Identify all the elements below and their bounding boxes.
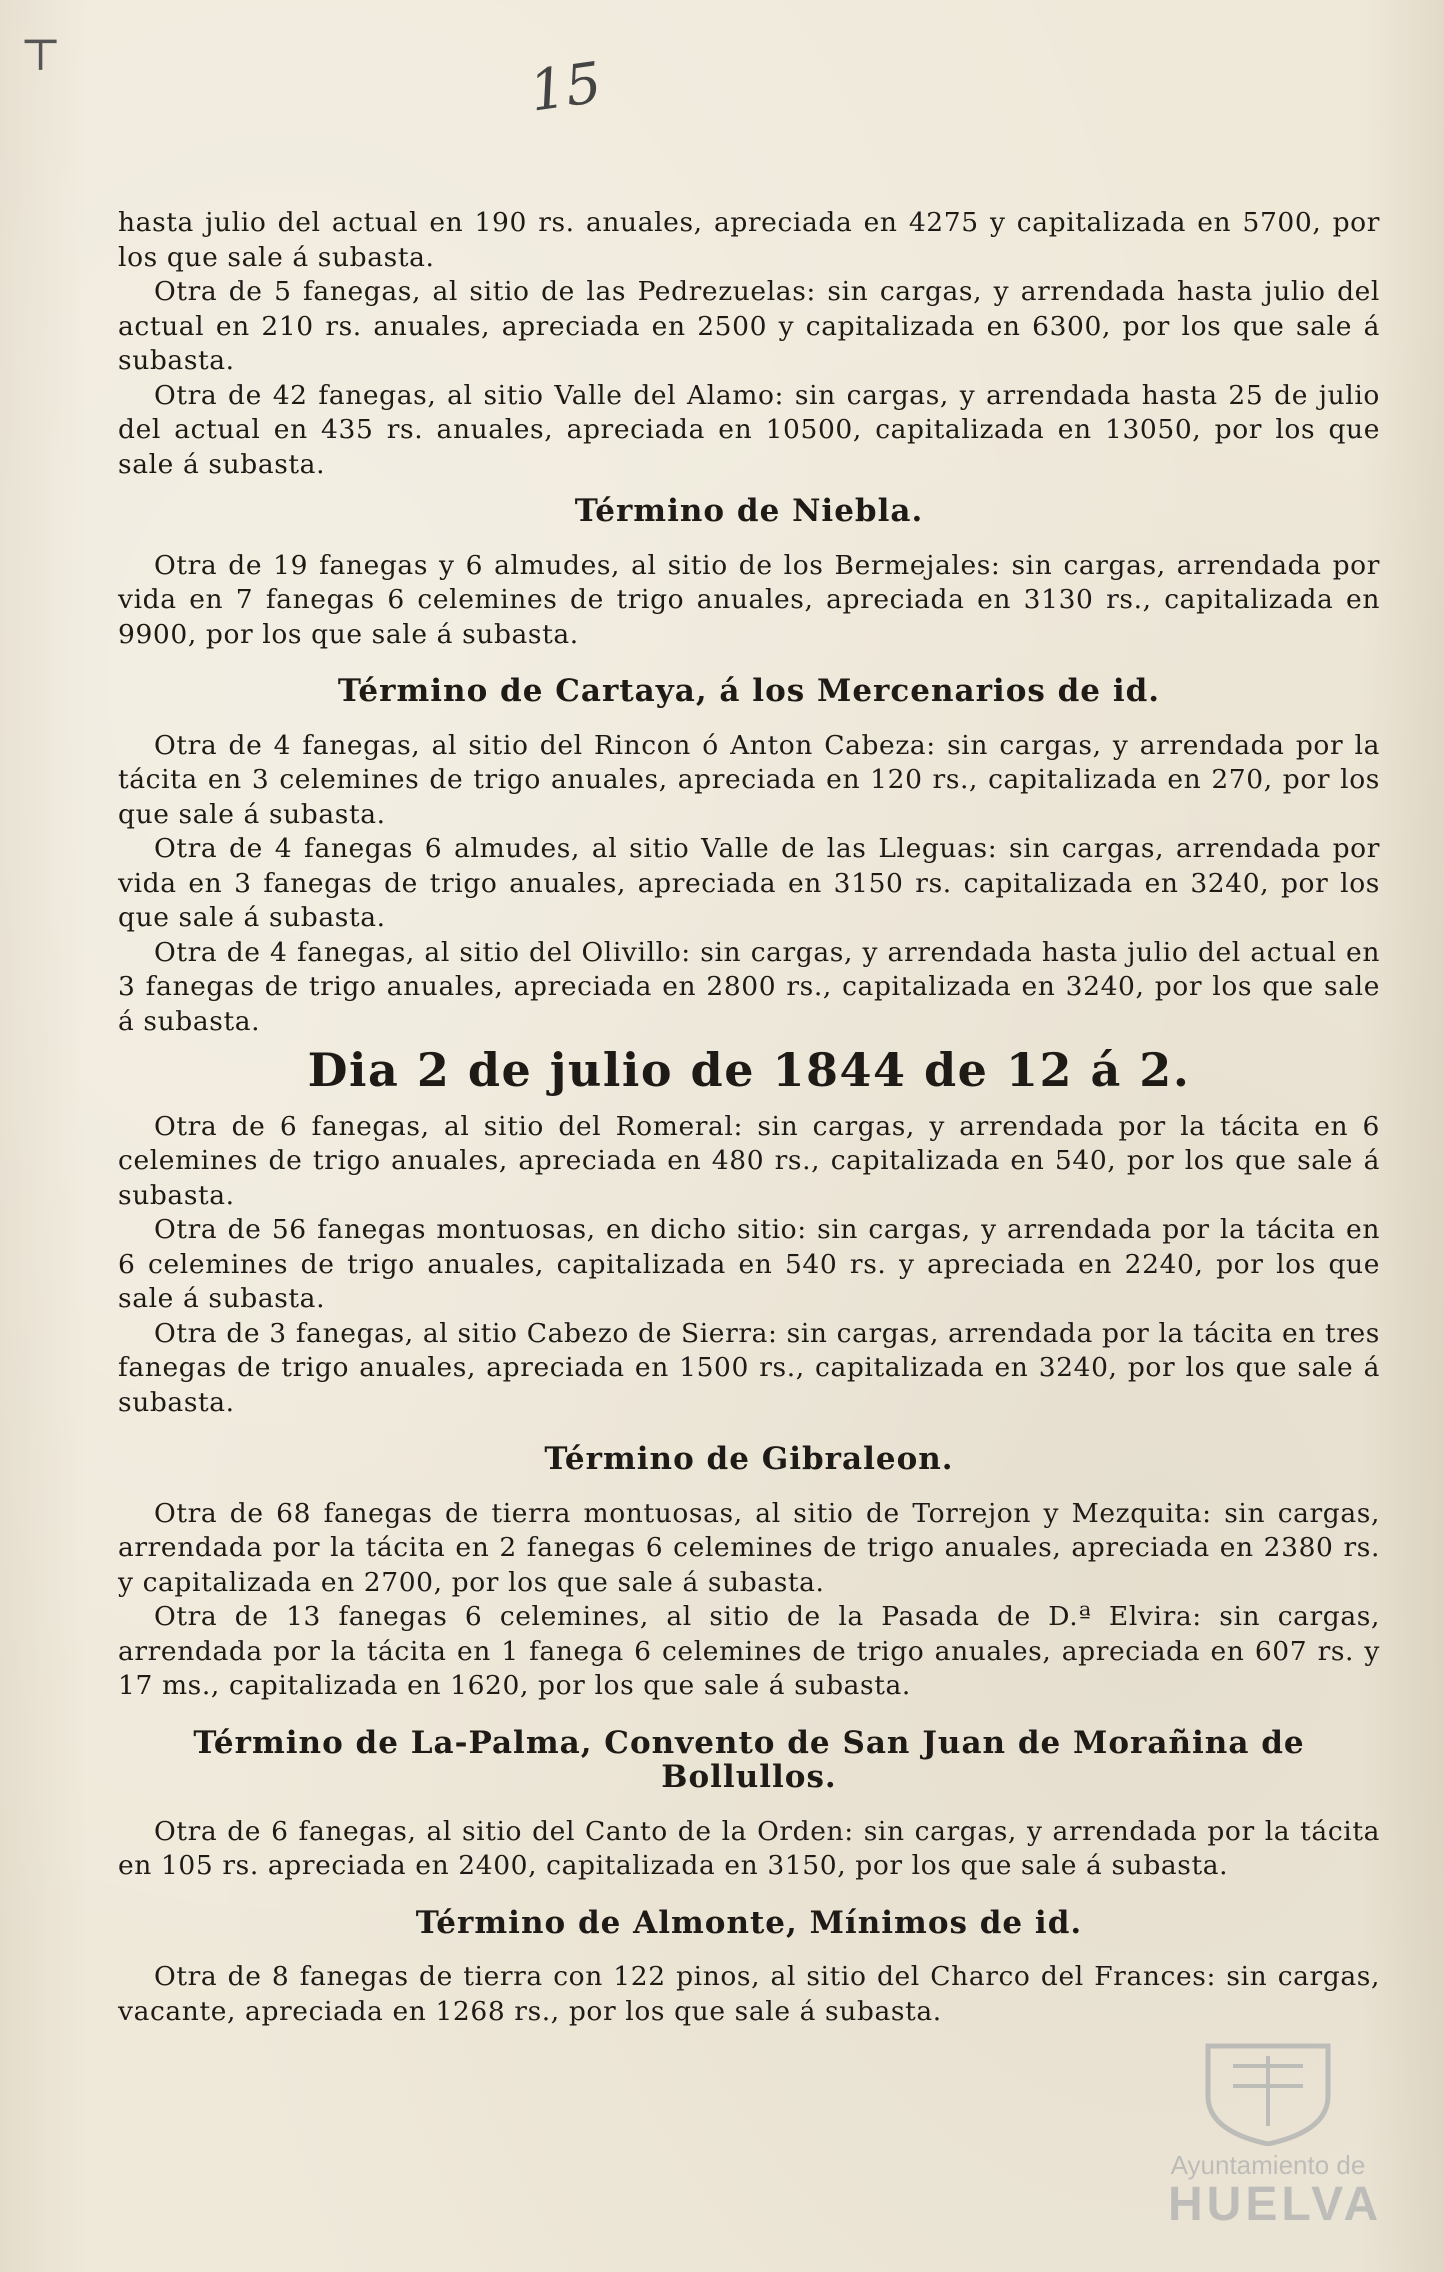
paragraph: Otra de 8 fanegas de tierra con 122 pinos, al sitio del Charco del Frances: sin cargas, vacante, apreciada en 1268 rs., por los que sale á subasta. bbox=[118, 1961, 1380, 2027]
paragraph: Otra de 4 fanegas 6 almudes, al sitio Valle de las Lleguas: sin cargas, arrendada por vida en 3 fanegas de trigo anuales, apreciada en 3150 rs. capitalizada en 3240, por los que sale á subasta. bbox=[118, 833, 1380, 933]
document-body bbox=[118, 206, 1380, 2029]
shield-icon bbox=[1188, 2036, 1348, 2146]
paragraph: Otra de 4 fanegas, al sitio del Olivillo: sin cargas, y arrendada hasta julio del actual en 3 fanegas de trigo anuales, apreciada en 2800 rs., capitalizada en 3240, por los que sale á subasta. bbox=[118, 936, 1380, 1037]
section-heading: Término de Niebla. bbox=[574, 493, 924, 529]
folio-number: 15 bbox=[525, 50, 606, 125]
date-heading: Dia 2 de julio de 1844 de 12 á 2. bbox=[307, 1043, 1191, 1097]
section-heading: Término de Gibraleon. bbox=[544, 1441, 954, 1477]
watermark-logo bbox=[1168, 2046, 1383, 2246]
paragraph: Otra de 6 fanegas, al sitio del Canto de la Orden: sin cargas, y arrendada por la tácita en 105 rs. apreciada en 2400, capitalizada en 3150, por los que sale á subasta. bbox=[118, 1815, 1380, 1881]
paragraph: Otra de 19 fanegas y 6 almudes, al sitio de los Bermejales: sin cargas, arrendada por vida en 7 fanegas 6 celemines de trigo anuales, apreciada en 3130 rs., capitalizada en 9900, por los que sale á subasta. bbox=[118, 549, 1380, 650]
paragraph: Otra de 4 fanegas, al sitio del Rincon ó Anton Cabeza: sin cargas, y arrendada por la tácita en 3 celemines de trigo anuales, apreciada en 120 rs., capitalizada en 270, por los que sale á subasta. bbox=[118, 729, 1380, 830]
watermark-organization: Ayuntamiento de bbox=[1170, 2150, 1366, 2180]
paragraph: Otra de 68 fanegas de tierra montuosas, al sitio de Torrejon y Mezquita: sin cargas, arrendada por la tácita en 2 fanegas 6 celemines de trigo anuales, apreciada en 2380 rs. y capitalizada en 2700, por los que sale á subasta. bbox=[118, 1497, 1380, 1598]
section-heading: Término de Cartaya, á los Mercenarios de id. bbox=[337, 673, 1161, 709]
paragraph: Otra de 3 fanegas, al sitio Cabezo de Sierra: sin cargas, arrendada por la tácita en tres fanegas de trigo anuales, apreciada en 1500 rs., capitalizada en 3240, por los que sale á subasta. bbox=[118, 1317, 1380, 1418]
paragraph: hasta julio del actual en 190 rs. anuales, apreciada en 4275 y capitalizada en 5700, por los que sale á subasta. bbox=[118, 207, 1380, 273]
paragraph: Otra de 42 fanegas, al sitio Valle del Alamo: sin cargas, y arrendada hasta 25 de julio del actual en 435 rs. anuales, apreciada en 10500, capitalizada en 13050, por los que sale á subasta. bbox=[118, 379, 1380, 480]
paragraph: Otra de 6 fanegas, al sitio del Romeral: sin cargas, y arrendada por la tácita en 6 celemines de trigo anuales, apreciada en 480 rs., capitalizada en 540, por los que sale á subasta. bbox=[118, 1110, 1380, 1211]
corner-mark: ⊤ bbox=[20, 30, 62, 81]
paragraph: Otra de 5 fanegas, al sitio de las Pedrezuelas: sin cargas, y arrendada hasta julio del actual en 210 rs. anuales, apreciada en 2500 y capitalizada en 6300, por los que sale á subasta. bbox=[118, 276, 1380, 376]
section-heading: Término de La-Palma, Convento de San Juan de Morañina de Bollullos. bbox=[193, 1724, 1305, 1795]
paragraph: Otra de 56 fanegas montuosas, en dicho sitio: sin cargas, y arrendada por la tácita en 6 celemines de trigo anuales, capitalizada en 540 rs. y apreciada en 2240, por los que sale á subasta. bbox=[118, 1214, 1380, 1314]
paragraph: Otra de 13 fanegas 6 celemines, al sitio de la Pasada de D.ª Elvira: sin cargas, arrendada por la tácita en 1 fanega 6 celemines de trigo anuales, apreciada en 607 rs. y 17 ms., capitalizada en 1620, por los que sale á subasta. bbox=[118, 1601, 1380, 1701]
section-heading: Término de Almonte, Mínimos de id. bbox=[415, 1904, 1083, 1941]
watermark-city: HUELVA bbox=[1168, 2178, 1383, 2231]
